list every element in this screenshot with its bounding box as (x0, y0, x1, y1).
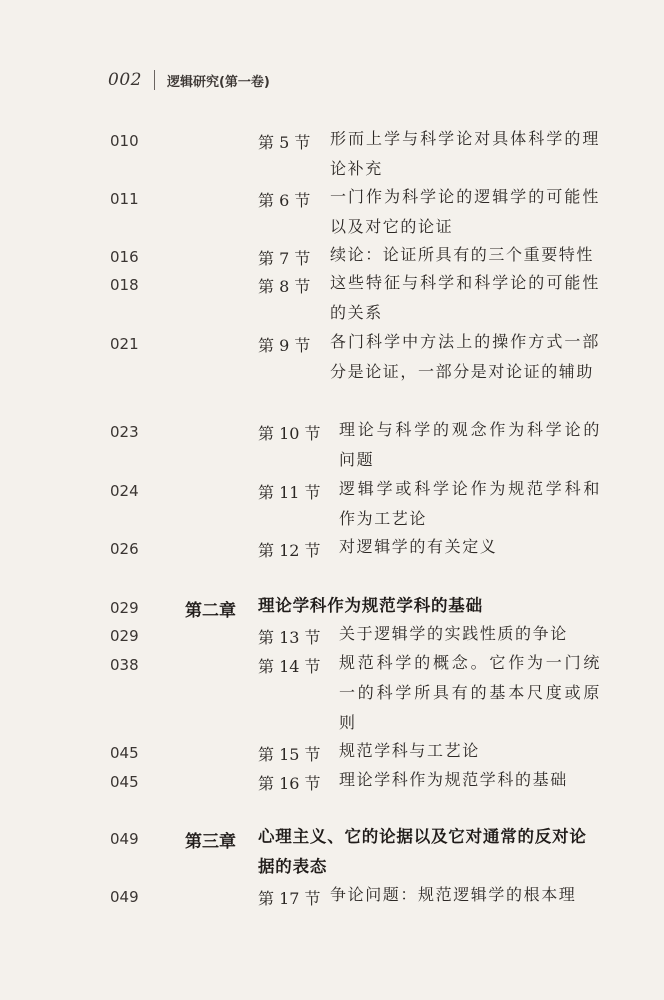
header-divider (154, 70, 155, 90)
toc-page: 010 (110, 132, 139, 150)
toc-page: 049 (110, 888, 139, 906)
toc-section: 第 13 节 (258, 628, 321, 647)
toc-title: 逻辑学或科学论作为规范学科和作为工艺论 (339, 479, 601, 528)
toc-section: 第 10 节 (258, 424, 321, 443)
toc-title: 这些特征与科学和科学论的可能性的关系 (330, 273, 600, 322)
toc-title: 理论学科作为规范学科的基础 (339, 770, 568, 789)
toc-title: 规范科学的概念。它作为一门统一的科学所具有的基本尺度或原则 (339, 653, 601, 732)
toc-title: 续论：论证所具有的三个重要特性 (330, 245, 595, 264)
toc-page: 026 (110, 540, 139, 558)
book-title: 逻辑研究(第一卷) (166, 74, 270, 90)
toc-page: 049 (110, 830, 139, 848)
toc-section: 第 12 节 (258, 541, 321, 560)
chapter-title: 理论学科作为规范学科的基础 (258, 596, 483, 615)
toc-page: 038 (110, 656, 139, 674)
toc-page: 045 (110, 773, 139, 791)
toc-section: 第 15 节 (258, 745, 321, 764)
toc-page: 018 (110, 276, 139, 294)
chapter-number: 第三章 (185, 832, 236, 852)
toc-page: 045 (110, 744, 139, 762)
toc-title: 争论问题：规范逻辑学的根本理 (330, 885, 577, 904)
toc-title: 理论与科学的观念作为科学论的问题 (339, 420, 601, 469)
toc-title: 一门作为科学论的逻辑学的可能性以及对它的论证 (330, 187, 600, 236)
toc-page: 029 (110, 627, 139, 645)
toc-page: 023 (110, 423, 139, 441)
toc-section: 第 5 节 (258, 133, 311, 152)
toc-section: 第 16 节 (258, 774, 321, 793)
running-head (108, 70, 270, 90)
toc-section: 第 17 节 (258, 889, 321, 908)
toc-page: 016 (110, 248, 139, 266)
toc-title: 各门科学中方法上的操作方式一部分是论证，一部分是对论证的辅助 (330, 332, 600, 381)
toc-page: 029 (110, 599, 139, 617)
toc-page: 021 (110, 335, 139, 353)
toc-section: 第 7 节 (258, 249, 311, 268)
toc-section: 第 6 节 (258, 191, 311, 210)
toc-section: 第 8 节 (258, 277, 311, 296)
toc-title: 对逻辑学的有关定义 (339, 537, 498, 556)
toc-title: 规范学科与工艺论 (339, 741, 480, 760)
toc-section: 第 9 节 (258, 336, 311, 355)
toc-page: 024 (110, 482, 139, 500)
page-number: 002 (108, 70, 142, 90)
toc-page: 011 (110, 190, 139, 208)
chapter-number: 第二章 (185, 601, 236, 621)
chapter-title: 心理主义、它的论据以及它对通常的反对论据的表态 (258, 827, 587, 876)
toc-section: 第 11 节 (258, 483, 321, 502)
toc-section: 第 14 节 (258, 657, 321, 676)
toc-title: 形而上学与科学论对具体科学的理论补充 (330, 129, 600, 178)
toc-title: 关于逻辑学的实践性质的争论 (339, 624, 568, 643)
